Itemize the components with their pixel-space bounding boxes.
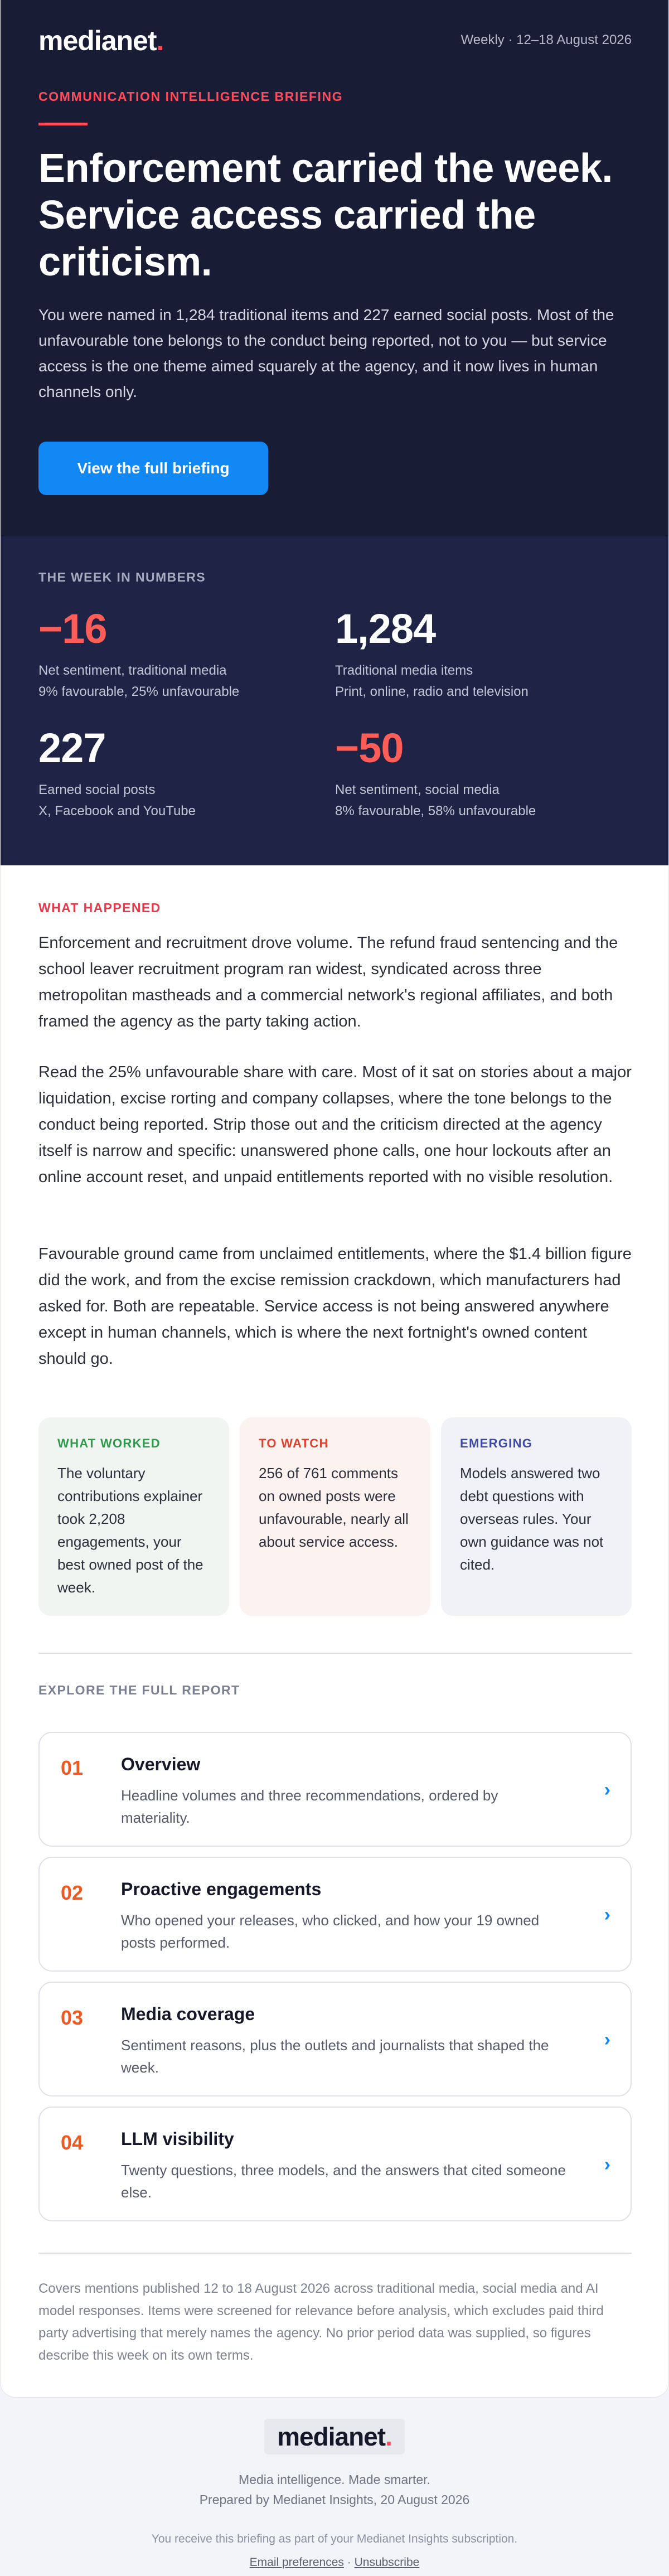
stat-sub: X, Facebook and YouTube	[38, 803, 196, 819]
stat-value: 227	[38, 725, 106, 771]
stat-label: Net sentiment, traditional media	[38, 663, 227, 678]
numbers-title: THE WEEK IN NUMBERS	[38, 570, 206, 584]
chevron-right-icon: ›	[604, 1779, 610, 1800]
tile-what-worked	[38, 1417, 229, 1616]
tile-title: WHAT WORKED	[57, 1436, 161, 1450]
row-number: 03	[61, 2006, 84, 2029]
numbers-section	[1, 536, 669, 865]
stat-sub: 9% favourable, 25% unfavourable	[38, 684, 240, 699]
tile-body: The voluntary contributions explainer took 2,208 engagements, your best owned post of the week.	[57, 1465, 203, 1596]
row-title: Media coverage	[121, 2004, 255, 2024]
medianet-logo[interactable]	[38, 25, 163, 57]
section-divider	[38, 2253, 632, 2254]
hero-headline: Enforcement carried the week. Service access carried the criticism.	[38, 146, 613, 284]
email-preferences-link[interactable]: Email preferences	[249, 2556, 344, 2569]
tile-title: EMERGING	[460, 1436, 533, 1450]
tile-to-watch	[240, 1417, 430, 1616]
stat-net-sentiment-social	[335, 725, 603, 822]
logo-dot: .	[385, 2422, 392, 2451]
unsubscribe-link[interactable]: Unsubscribe	[354, 2556, 420, 2569]
row-title: Overview	[121, 1754, 201, 1774]
tile-body: Models answered two debt questions with overseas rules. Your own guidance was not cited.	[460, 1465, 604, 1573]
view-full-briefing-button[interactable]: View the full briefing	[38, 442, 268, 495]
stat-value: −50	[335, 725, 404, 771]
row-title: Proactive engagements	[121, 1879, 322, 1899]
paragraph: Enforcement and recruitment drove volume. The refund fraud sentencing and the school leaver recruitment program ran widest, syndicated across three metropolitan mastheads and a commercial network's regional affiliates, and both framed the agency as the party taking action.	[38, 934, 618, 1030]
logo-text: medianet	[38, 25, 157, 56]
accent-divider	[38, 123, 88, 125]
row-number: 04	[61, 2131, 84, 2154]
row-description: Sentiment reasons, plus the outlets and journalists that shaped the week.	[121, 2037, 549, 2076]
report-link-media-coverage[interactable]	[38, 1982, 632, 2096]
stat-label: Earned social posts	[38, 782, 156, 797]
row-number: 01	[61, 1756, 84, 1779]
footer-links	[0, 2556, 669, 2569]
tile-emerging	[441, 1417, 632, 1616]
paragraph: Favourable ground came from unclaimed entitlements, where the $1.4 billion figure did the work, and from the excise remission crackdown, which manufacturers had asked for. Both are repeatable. Service access is not being answered anywhere except in human channels, which is where the next fortnight's owned content should go.	[38, 1245, 632, 1368]
tile-title: TO WATCH	[259, 1436, 329, 1450]
row-description: Who opened your releases, who clicked, and how your 19 owned posts performed.	[121, 1912, 540, 1951]
logo-text: medianet	[277, 2422, 386, 2451]
footer-subscription-note: You receive this briefing as part of your Medianet Insights subscription.	[151, 2533, 518, 2545]
row-number: 02	[61, 1881, 84, 1904]
stat-value: 1,284	[335, 606, 436, 652]
methodology-footnote: Covers mentions published 12 to 18 August 2026 across traditional media, social media and AI model responses. Items were screened for relevance before analysis, which excludes paid third party advertising that merely names the agency. No prior period data was supplied, so figures describe this week on its own terms.	[38, 2281, 604, 2363]
row-title: LLM visibility	[121, 2129, 234, 2149]
chevron-right-icon: ›	[604, 2029, 610, 2050]
hero-intro: You were named in 1,284 traditional items and 227 earned social posts. Most of the unfavourable tone belongs to the conduct being reported, not to you — but service access is the one theme aimed squarely at the agency, and it now lives in human channels only.	[38, 306, 614, 400]
stat-net-sentiment-traditional	[38, 606, 306, 703]
hero-section	[1, 0, 669, 536]
stat-sub: Print, online, radio and television	[335, 684, 529, 699]
footer-tagline: Media intelligence. Made smarter.	[239, 2472, 430, 2487]
stat-traditional-items	[335, 606, 603, 703]
chevron-right-icon: ›	[604, 1904, 610, 1925]
row-description: Twenty questions, three models, and the answers that cited someone else.	[121, 2162, 566, 2201]
stat-earned-social-posts	[38, 725, 306, 822]
section-divider	[38, 1653, 632, 1654]
issue-label: Weekly · 12–18 August 2026	[460, 32, 632, 47]
row-description: Headline volumes and three recommendations, ordered by materiality.	[121, 1787, 498, 1826]
chevron-right-icon: ›	[604, 2154, 610, 2175]
link-separator: ·	[347, 2556, 351, 2569]
footer-prepared: Prepared by Medianet Insights, 20 August 2026	[199, 2492, 470, 2507]
report-link-proactive-engagements[interactable]	[38, 1857, 632, 1972]
explore-title: EXPLORE THE FULL REPORT	[38, 1683, 240, 1697]
stat-sub: 8% favourable, 58% unfavourable	[335, 803, 536, 819]
footer-medianet-logo[interactable]	[264, 2419, 405, 2454]
stat-value: −16	[38, 606, 107, 652]
tile-body: 256 of 761 comments on owned posts were unfavourable, nearly all about service access.	[259, 1465, 409, 1550]
stat-label: Net sentiment, social media	[335, 782, 500, 797]
report-link-llm-visibility[interactable]	[38, 2107, 632, 2221]
stat-label: Traditional media items	[335, 663, 473, 678]
paragraph: Read the 25% unfavourable share with care. Most of it sat on stories about a major liquidation, excise rorting and company collapses, where the tone belongs to the conduct being reported. Strip those out and the criticism directed at the agency itself is narrow and specific: unanswered phone calls, one hour lockouts after an online account reset, and unpaid entitlements reported with no visible resolution.	[38, 1063, 632, 1186]
logo-dot: .	[156, 25, 164, 56]
hero-eyebrow: COMMUNICATION INTELLIGENCE BRIEFING	[38, 89, 343, 104]
what-happened-title: WHAT HAPPENED	[38, 900, 161, 915]
report-link-overview[interactable]	[38, 1732, 632, 1847]
